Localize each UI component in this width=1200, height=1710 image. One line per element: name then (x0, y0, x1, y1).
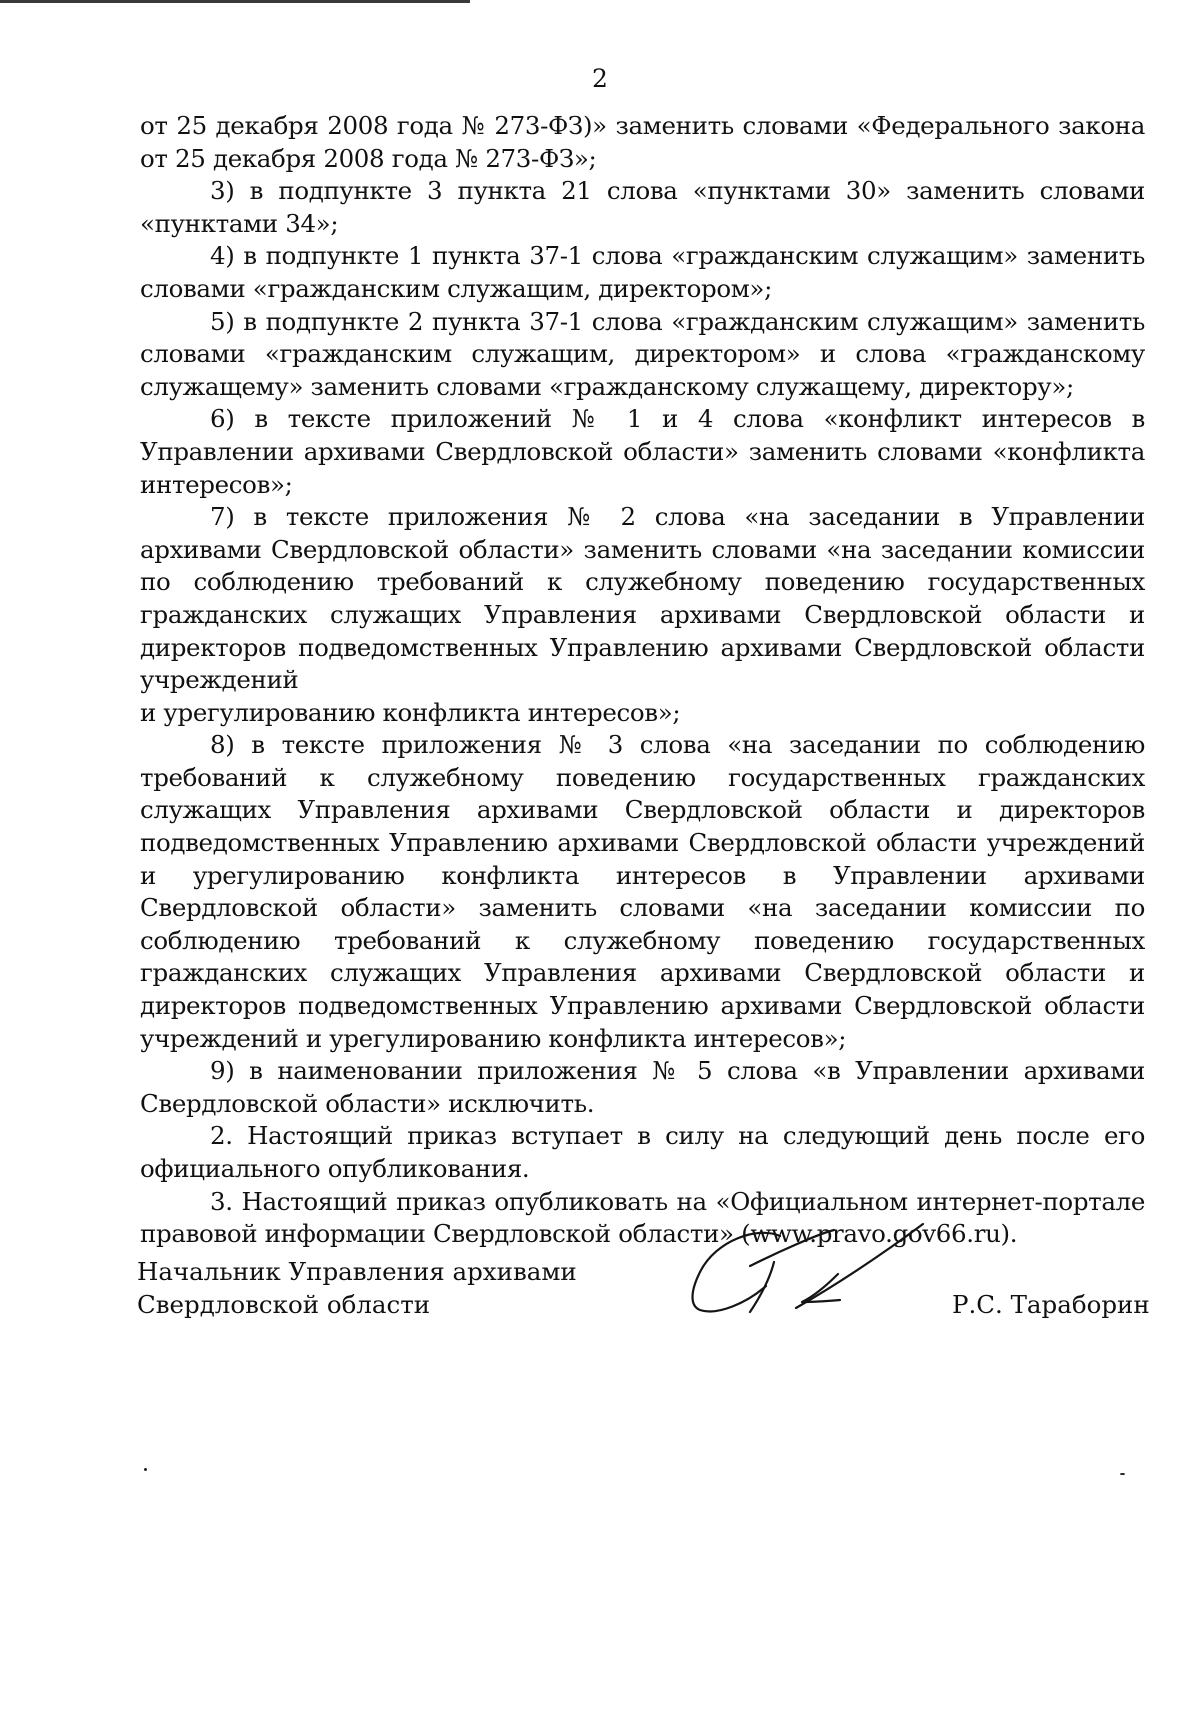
paragraph-item-5: 5) в подпункте 2 пункта 37-1 слова «гражданским служащим» заменить словами «гражданским служащим, директором» и слова «гражданскому служащему» заменить словами «гражданскому служащему, директору»; (140, 306, 1145, 401)
signature-stroke-loop (693, 1233, 781, 1312)
paragraph-clause-2: 2. Настоящий приказ вступает в силу на следующий день после его официального опубликования. (140, 1121, 1145, 1183)
paragraph-item-6: 6) в тексте приложений № 1 и 4 слова «конфликт интересов в Управлении архивами Свердловской области» заменить словами «конфликта интересов»; (140, 404, 1145, 499)
paragraph-clause-3: 3. Настоящий приказ опубликовать на «Официальном интернет-портале правовой информации Свердловской области» (www.pravo.gov66.ru). (140, 1186, 1145, 1249)
handwritten-signature (688, 1222, 928, 1337)
paragraph-item-4: 4) в подпункте 1 пункта 37-1 слова «гражданским служащим» заменить словами «гражданским служащим, директором»; (140, 241, 1145, 303)
signatory-name: Р.С. Тараборин (952, 1290, 1150, 1319)
signatory-position-line-2: Свердловской области (137, 1289, 431, 1319)
page-number: 2 (592, 64, 608, 93)
signatory-position (137, 1256, 577, 1321)
paragraph-item-9: 9) в наименовании приложения № 5 слова «в Управлении архивами Свердловской области» исключить. (140, 1056, 1145, 1118)
top-scan-edge-line (0, 0, 470, 3)
scan-speck-left (144, 1468, 147, 1471)
paragraph-item-7-continuation: и урегулированию конфликта интересов»; (140, 697, 681, 727)
paragraph-item-7: 7) в тексте приложения № 2 слова «на заседании в Управлении архивами Свердловской области» заменить словами «на заседании комиссии по соблюдению требований к служебному поведению государственных гражданских служащих Управления архивами Свердловской области и директоров подведомственных Управлению архивами Свердловской области учреждений (140, 502, 1145, 695)
signatory-position-line-1: Начальник Управления архивами (137, 1257, 577, 1286)
paragraph-continuation: от 25 декабря 2008 года № 273-ФЗ)» заменить словами «Федерального закона от 25 декабря 2008 года № 273-ФЗ»; (140, 111, 1145, 173)
document-body (140, 110, 1145, 1251)
paragraph-item-8: 8) в тексте приложения № 3 слова «на заседании по соблюдению требований к служебному поведению государственных гражданских служащих Управления архивами Свердловской области и директоров подведомственных Управлению архивами Свердловской области учреждений и урегулированию конфликта интересов в Управлении архивами Свердловской области» заменить словами «на заседании комиссии по соблюдению требований к служебному поведению государственных гражданских служащих Управления архивами Свердловской области и директоров подведомственных Управлению архивами Свердловской области учреждений и урегулированию конфликта интересов»; (140, 730, 1145, 1053)
scan-speck-right (1120, 1473, 1125, 1475)
paragraph-item-3: 3) в подпункте 3 пункта 21 слова «пунктами 30» заменить словами «пунктами 34»; (140, 176, 1145, 238)
signature-stroke-vertical (750, 1262, 774, 1312)
signature-stroke-hook (802, 1274, 840, 1302)
signature-stroke-upper (750, 1230, 834, 1266)
